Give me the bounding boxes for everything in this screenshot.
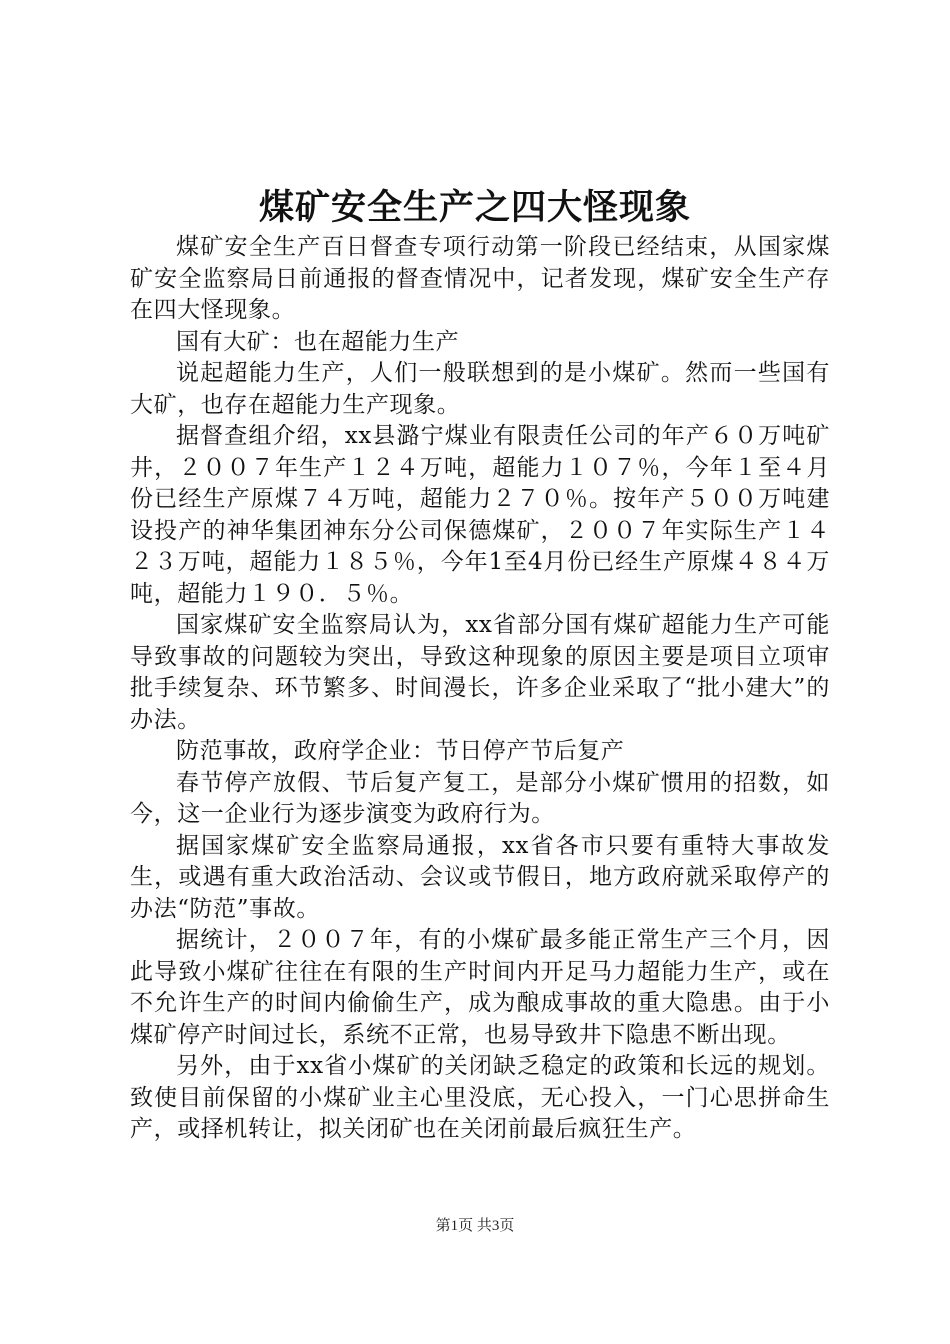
page-number-footer: 第1页 共3页 — [435, 1218, 515, 1234]
paragraph: 据统计，２００７年，有的小煤矿最多能正常生产三个月，因此导致小煤矿往往在有限的生产时间内开足马力超能力生产，或在不允许生产的时间内偷偷生产，成为酿成事故的重大隐患。由于小煤矿停产时间过长，系统不正常，也易导致井下隐患不断出现。 — [130, 927, 830, 1048]
section-heading-government: 防范事故，政府学企业：节日停产节后复产 — [176, 738, 625, 764]
paragraph: 另外，由于xx省小煤矿的关闭缺乏稳定的政策和长远的规划。致使目前保留的小煤矿业主心里没底，无心投入，一门心思拼命生产，或择机转让，拟关闭矿也在关闭前最后疯狂生产。 — [130, 1053, 830, 1142]
paragraph-intro: 煤矿安全生产百日督查专项行动第一阶段已经结束，从国家煤矿安全监察局日前通报的督查情况中，记者发现，煤矿安全生产存在四大怪现象。 — [130, 234, 830, 323]
document-title: 煤矿安全生产之四大怪现象 — [258, 187, 691, 228]
document-body — [130, 232, 830, 1146]
section-heading-state-mines: 国有大矿：也在超能力生产 — [176, 328, 460, 355]
paragraph: 说起超能力生产，人们一般联想到的是小煤矿。然而一些国有大矿，也存在超能力生产现象。 — [130, 360, 830, 418]
paragraph: 据国家煤矿安全监察局通报，xx省各市只要有重特大事故发生，或遇有重大政治活动、会议或节假日，地方政府就采取停产的办法“防范”事故。 — [130, 832, 830, 922]
paragraph: 春节停产放假、节后复产复工，是部分小煤矿惯用的招数，如今，这一企业行为逐步演变为政府行为。 — [130, 769, 830, 827]
paragraph: 据督查组介绍，xx县潞宁煤业有限责任公司的年产６０万吨矿井，２００７年生产１２４万吨，超能力１０７％，今年１至４月份已经生产原煤７４万吨，超能力２７０％。按年产５００万吨建设投产的神华集团神东分公司保德煤矿，２００７年实际生产１４２３万吨，超能力１８５％，今年1至4月份已经生产原煤４８４万吨，超能力１９０．５％。 — [130, 423, 830, 607]
paragraph: 国家煤矿安全监察局认为，xx省部分国有煤矿超能力生产可能导致事故的问题较为突出，导致这种现象的原因主要是项目立项审批手续复杂、环节繁多、时间漫长，许多企业采取了“批小建大”的办法。 — [130, 612, 830, 733]
